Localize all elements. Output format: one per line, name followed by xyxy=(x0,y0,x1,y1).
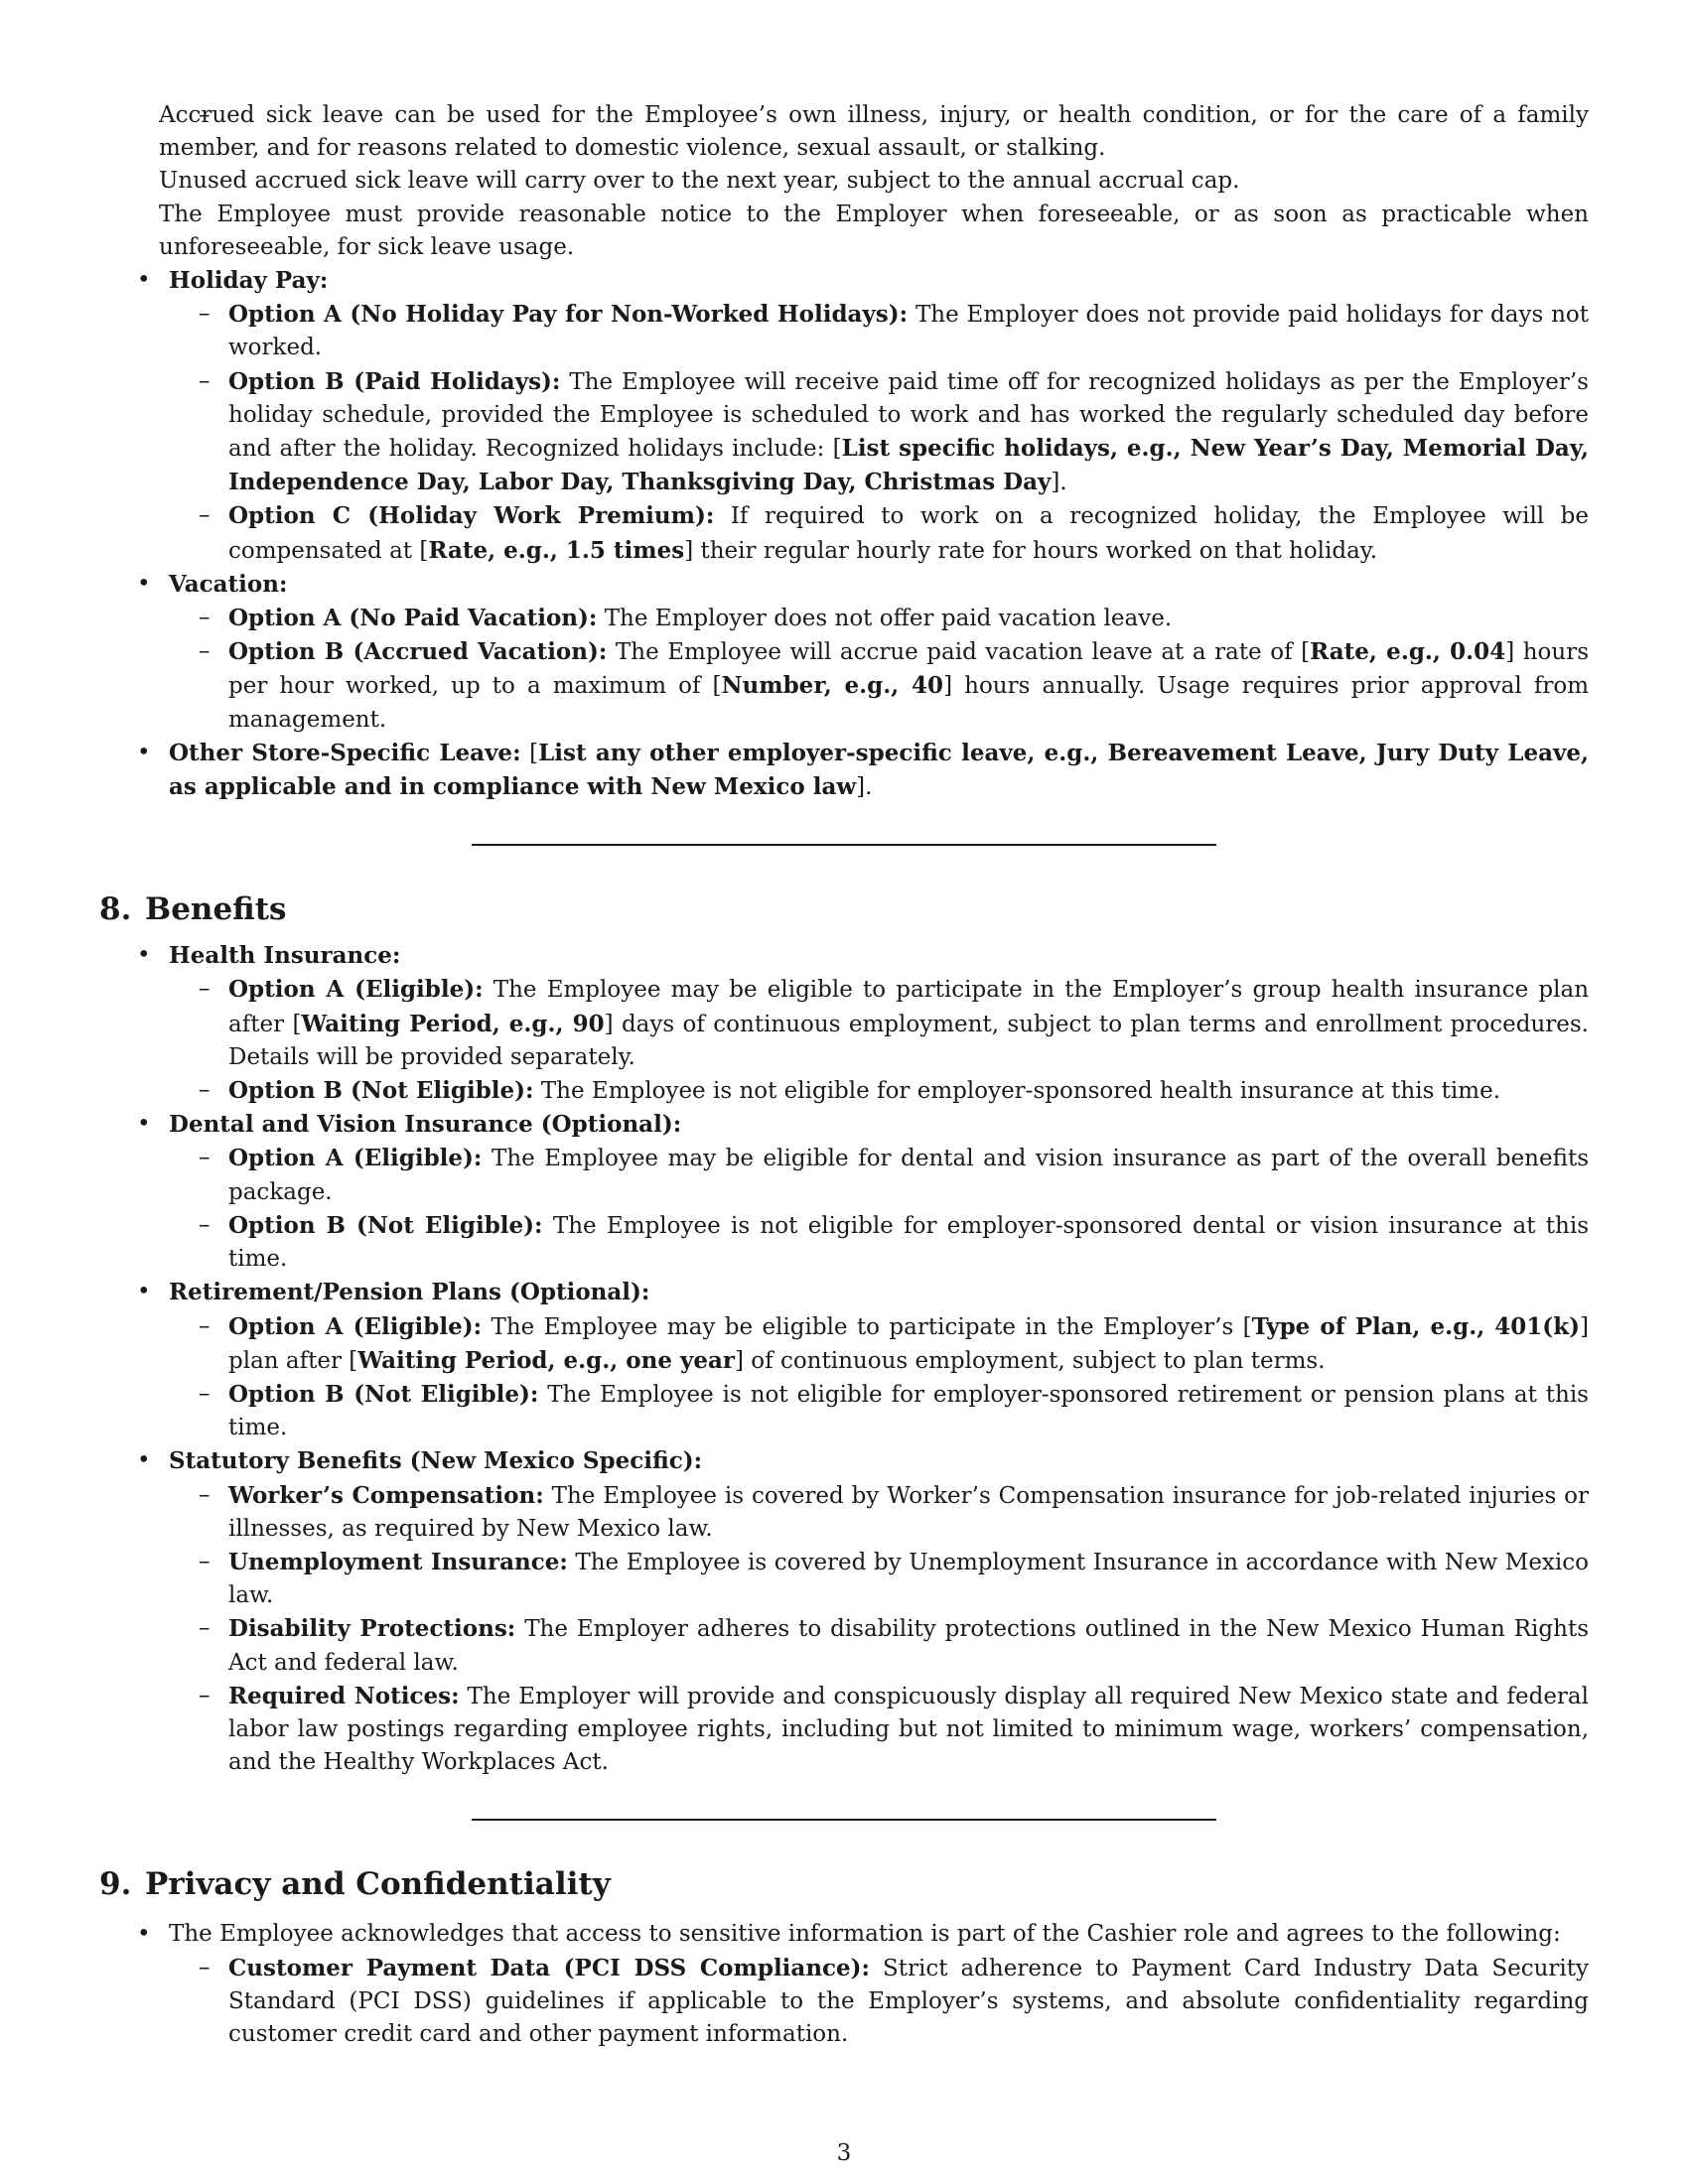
list-item xyxy=(99,1209,1589,1276)
option-label: Option A (Eligible): xyxy=(228,1312,483,1340)
option-text: The Employer does not provide paid holidays for days not worked. xyxy=(228,302,1589,361)
list-item xyxy=(99,365,1589,500)
option-text: The Employee will accrue paid vacation leave at a rate of [ xyxy=(607,639,1311,666)
placeholder-text: List specific holidays, e.g., New Year’s Day, Memorial Day, Independence Day, Labor Day, Thanksgiving Day, Christmas Day xyxy=(228,435,1589,496)
dental-heading: Dental and Vision Insurance (Optional): xyxy=(169,1111,682,1139)
retirement-item xyxy=(99,1276,1589,1444)
privacy-intro-text: The Employee acknowledges that access to sensitive information is part of the Cashier role and agrees to the following: xyxy=(169,1921,1561,1948)
option-text: The Employee may be eligible to participate in the Employer’s group health insurance plan after [ xyxy=(228,977,1590,1037)
option-text: ] their regular hourly rate for hours worked on that holiday. xyxy=(684,537,1378,564)
option-label: Option C (Holiday Work Premium): xyxy=(228,502,715,530)
option-text: ] of continuous employment, subject to plan terms. xyxy=(735,1347,1326,1374)
option-text: The Employer will provide and conspicuously display all required New Mexico state and federal labor law postings regarding employee rights, including but not limited to minimum wage, workers’ compensation, and the Healthy Workplaces Act. xyxy=(228,1683,1589,1776)
list-item xyxy=(99,499,1589,567)
option-label: Option A (Eligible): xyxy=(228,1145,483,1172)
placeholder-text: Waiting Period, e.g., one year xyxy=(357,1346,735,1374)
page-number: 3 xyxy=(836,2140,852,2166)
option-label: Option B (Not Eligible): xyxy=(228,1211,543,1239)
option-text: The Employee is covered by Unemployment Insurance in accordance with New Mexico law. xyxy=(228,1549,1589,1609)
privacy-list xyxy=(99,1918,1589,2051)
placeholder-text: Number, e.g., 40 xyxy=(721,672,944,700)
holiday-pay-item xyxy=(99,264,1589,568)
list-item xyxy=(99,1479,1589,1546)
section-8-heading xyxy=(99,889,1589,929)
list-item xyxy=(99,973,1589,1074)
option-text: The Employee is covered by Worker’s Compensation insurance for job-related injuries or illnesses, as required by New Mexico law. xyxy=(228,1482,1590,1542)
holiday-options xyxy=(99,298,1589,568)
vacation-options xyxy=(99,602,1589,737)
option-label: Worker’s Compensation: xyxy=(228,1481,544,1509)
option-text: ] plan after [ xyxy=(228,1313,1589,1374)
option-label: Option B (Not Eligible): xyxy=(228,1380,539,1408)
option-label: Option A (No Paid Vacation): xyxy=(228,605,598,632)
option-text: The Employee is not eligible for employer-sponsored retirement or pension plans at this time. xyxy=(228,1381,1589,1441)
statutory-list xyxy=(99,1479,1589,1780)
section-divider xyxy=(472,1819,1216,1821)
list-item xyxy=(99,1074,1589,1108)
holiday-pay-heading: Holiday Pay: xyxy=(169,267,329,295)
statutory-heading: Statutory Benefits (New Mexico Specific): xyxy=(169,1447,703,1475)
health-heading: Health Insurance: xyxy=(169,942,401,970)
list-item xyxy=(99,1310,1589,1378)
vacation-item xyxy=(99,568,1589,737)
benefits-list xyxy=(99,939,1589,1779)
option-text: The Employer does not offer paid vacation leave. xyxy=(597,606,1173,632)
option-text: ] hours per hour worked, up to a maximum of [ xyxy=(228,639,1590,700)
list-item xyxy=(99,1142,1589,1208)
option-label: Option A (No Holiday Pay for Non-Worked Holidays): xyxy=(228,301,909,329)
list-item xyxy=(99,1612,1589,1679)
option-label: Unemployment Insurance: xyxy=(228,1548,568,1575)
option-label: Option B (Accrued Vacation): xyxy=(228,638,608,666)
option-text: The Employee may be eligible for dental and vision insurance as part of the overall benefits package. xyxy=(228,1146,1589,1205)
dental-options xyxy=(99,1142,1589,1276)
section-number: 9. xyxy=(99,1866,132,1903)
list-item xyxy=(99,1546,1589,1612)
option-label: Disability Protections: xyxy=(228,1615,516,1643)
placeholder-text: List any other employer-specific leave, e.g., Bereavement Leave, Jury Duty Leave, as applicable and in compliance with New Mexico law xyxy=(169,739,1589,801)
retirement-heading: Retirement/Pension Plans (Optional): xyxy=(169,1279,650,1306)
other-leave-item xyxy=(99,737,1589,804)
leave-list xyxy=(99,264,1589,804)
option-text: ] hours annually. Usage requires prior approval from management. xyxy=(228,673,1589,733)
section-9-heading xyxy=(99,1864,1589,1904)
list-item: – The Employee must provide reasonable notice to the Employer when foreseeable, or as soon as practicable when unforeseeable, for sick leave usage. xyxy=(30,199,1589,264)
option-text: The Employee may be eligible to participate in the Employer’s [ xyxy=(482,1313,1252,1340)
placeholder-text: Rate, e.g., 0.04 xyxy=(1310,638,1506,666)
option-text: The Employee is not eligible for employer-sponsored health insurance at this time. xyxy=(533,1078,1501,1105)
section-title: Privacy and Confidentiality xyxy=(145,1866,611,1903)
section-title: Benefits xyxy=(145,891,287,928)
list-item xyxy=(99,298,1589,364)
option-label: Customer Payment Data (PCI DSS Compliance): xyxy=(228,1954,871,1981)
option-label: Option A (Eligible): xyxy=(228,976,484,1004)
vacation-heading: Vacation: xyxy=(169,570,288,598)
list-item xyxy=(99,1952,1589,2052)
list-item: – Unused accrued sick leave will carry over to the next year, subject to the annual accrual cap. xyxy=(30,165,1589,198)
option-label: Other Store-Specific Leave: xyxy=(169,739,521,766)
option-label: Option B (Paid Holidays): xyxy=(228,367,561,395)
option-text: The Employer adheres to disability protections outlined in the New Mexico Human Rights Act and federal law. xyxy=(228,1616,1589,1676)
placeholder-text: Type of Plan, e.g., 401(k) xyxy=(1251,1312,1581,1340)
list-item xyxy=(99,602,1589,635)
option-text: ] days of continuous employment, subject to plan terms and enrollment procedures. Details will be provided separately. xyxy=(228,1011,1589,1070)
list-item xyxy=(99,1680,1589,1780)
page-content xyxy=(99,99,1589,2051)
health-insurance-item xyxy=(99,939,1589,1108)
list-item xyxy=(99,635,1589,737)
section-divider xyxy=(472,844,1216,846)
sick-leave-continued-list xyxy=(30,99,1589,264)
option-label: Required Notices: xyxy=(228,1682,460,1709)
placeholder-text: Rate, e.g., 1.5 times xyxy=(428,536,685,564)
option-text: If required to work on a recognized holiday, the Employee will be compensated at [ xyxy=(228,503,1589,564)
health-options xyxy=(99,973,1589,1108)
dental-vision-item xyxy=(99,1108,1589,1276)
retirement-options xyxy=(99,1310,1589,1445)
section-number: 8. xyxy=(99,891,132,928)
option-text: The Employee is not eligible for employer-sponsored dental or vision insurance at this time. xyxy=(228,1212,1589,1273)
list-item xyxy=(99,1378,1589,1444)
option-text: The Employee will receive paid time off for recognized holidays as per the Employer’s holiday schedule, provided the Employee is scheduled to work and has worked the regularly scheduled day before and after the holiday. Recognized holidays include: [ xyxy=(228,368,1589,463)
privacy-intro-item xyxy=(99,1918,1589,2051)
placeholder-text: Waiting Period, e.g., 90 xyxy=(301,1010,605,1037)
option-text: [ xyxy=(520,740,539,766)
option-text: Strict adherence to Payment Card Industry Data Security Standard (PCI DSS) guidelines if applicable to the Employer’s systems, and absolute confidentiality regarding customer credit card and other payment information. xyxy=(228,1955,1590,2047)
list-item: – Accrued sick leave can be used for the Employee’s own illness, injury, or health condition, or for the care of a family member, and for reasons related to domestic violence, sexual assault, or stalking. xyxy=(30,99,1589,165)
option-label: Option B (Not Eligible): xyxy=(228,1077,534,1105)
option-text: ]. xyxy=(1051,470,1067,496)
privacy-options xyxy=(99,1952,1589,2052)
statutory-benefits-item xyxy=(99,1444,1589,1779)
option-text: ]. xyxy=(856,774,873,801)
